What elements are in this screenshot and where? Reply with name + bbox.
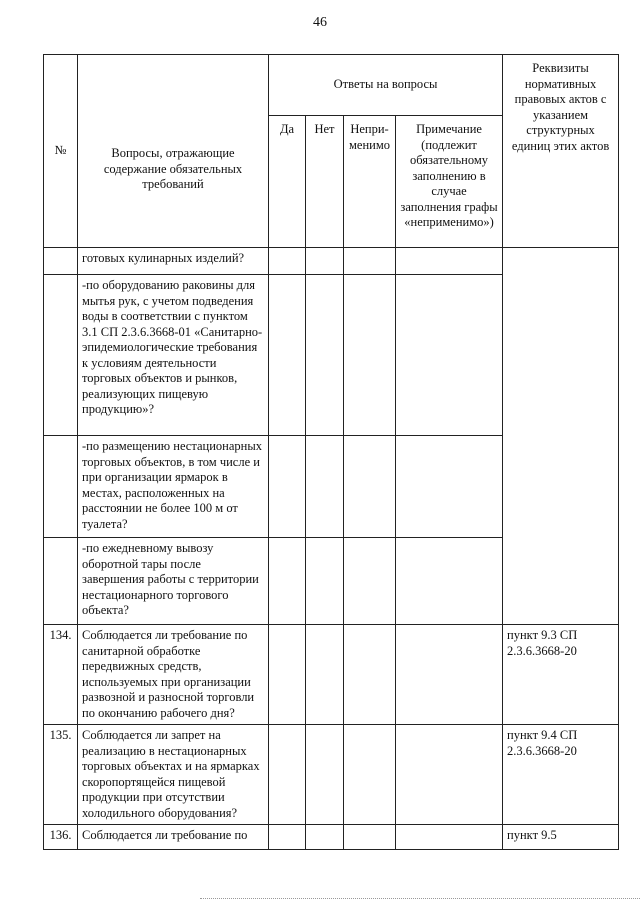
cell-note[interactable]	[396, 825, 503, 850]
cell-not-applicable[interactable]	[344, 625, 396, 725]
cell-no[interactable]	[306, 275, 344, 436]
checklist-table	[43, 54, 619, 850]
row-number: 135.	[44, 725, 78, 825]
footer-divider	[200, 898, 640, 899]
row-requisites: пункт 9.5	[503, 825, 619, 850]
cell-yes[interactable]	[269, 275, 306, 436]
header-not-applicable: Непри-менимо	[344, 116, 396, 248]
header-note: Примечание (подлежит обязательному заполнению в случае заполнения графы «неприменимо»)	[396, 116, 503, 248]
cell-note[interactable]	[396, 625, 503, 725]
row-question: готовых кулинарных изделий?	[78, 248, 269, 275]
cell-yes[interactable]	[269, 538, 306, 625]
cell-yes[interactable]	[269, 825, 306, 850]
cell-not-applicable[interactable]	[344, 825, 396, 850]
table-row	[44, 725, 619, 825]
cell-not-applicable[interactable]	[344, 538, 396, 625]
row-requisites	[503, 248, 619, 625]
cell-no[interactable]	[306, 538, 344, 625]
cell-not-applicable[interactable]	[344, 436, 396, 538]
cell-yes[interactable]	[269, 248, 306, 275]
row-number	[44, 538, 78, 625]
cell-no[interactable]	[306, 825, 344, 850]
row-question: -по ежедневному вывозу оборотной тары после завершения работы с территории нестационарного торгового объекта?	[78, 538, 269, 625]
row-number	[44, 275, 78, 436]
row-question: -по размещению нестационарных торговых объектов, в том числе и при организации ярмарок в местах, расположенных на расстоянии не более 100 м от туалета?	[78, 436, 269, 538]
row-question: Соблюдается ли требование по санитарной обработке передвижных средств, используемых при организации развозной и разносной торговли по окончанию рабочего дня?	[78, 625, 269, 725]
row-number	[44, 436, 78, 538]
cell-no[interactable]	[306, 725, 344, 825]
cell-no[interactable]	[306, 625, 344, 725]
row-requisites: пункт 9.4 СП 2.3.6.3668-20	[503, 725, 619, 825]
header-no: Нет	[306, 116, 344, 248]
cell-note[interactable]	[396, 538, 503, 625]
row-question: Соблюдается ли требование по	[78, 825, 269, 850]
row-question: -по оборудованию раковины для мытья рук, с учетом подведения воды в соответствии с пунктом 3.1 СП 2.3.6.3668-01 «Санитарно-эпидемиологические требования к условиям деятельности торговых объектов и рынков, реализующих пищевую продукцию»?	[78, 275, 269, 436]
table-row	[44, 625, 619, 725]
cell-yes[interactable]	[269, 436, 306, 538]
row-number: 134.	[44, 625, 78, 725]
cell-yes[interactable]	[269, 625, 306, 725]
row-requisites: пункт 9.3 СП 2.3.6.3668-20	[503, 625, 619, 725]
cell-yes[interactable]	[269, 725, 306, 825]
cell-not-applicable[interactable]	[344, 248, 396, 275]
header-number: №	[44, 55, 78, 248]
page-number: 46	[313, 15, 327, 30]
header-questions: Вопросы, отражающие содержание обязательных требований	[78, 55, 269, 248]
cell-no[interactable]	[306, 248, 344, 275]
cell-not-applicable[interactable]	[344, 275, 396, 436]
header-yes: Да	[269, 116, 306, 248]
cell-not-applicable[interactable]	[344, 725, 396, 825]
cell-note[interactable]	[396, 436, 503, 538]
cell-note[interactable]	[396, 275, 503, 436]
table-row	[44, 825, 619, 850]
header-requisites: Реквизиты нормативных правовых актов с указанием структурных единиц этих актов	[503, 55, 619, 248]
cell-note[interactable]	[396, 248, 503, 275]
header-answers: Ответы на вопросы	[269, 55, 503, 116]
row-question: Соблюдается ли запрет на реализацию в нестационарных торговых объектах и на ярмарках скоропортящейся пищевой продукции при отсутствии холодильного оборудования?	[78, 725, 269, 825]
row-number: 136.	[44, 825, 78, 850]
cell-no[interactable]	[306, 436, 344, 538]
header-row-top	[44, 55, 619, 116]
row-number	[44, 248, 78, 275]
cell-note[interactable]	[396, 725, 503, 825]
table-row	[44, 248, 619, 275]
